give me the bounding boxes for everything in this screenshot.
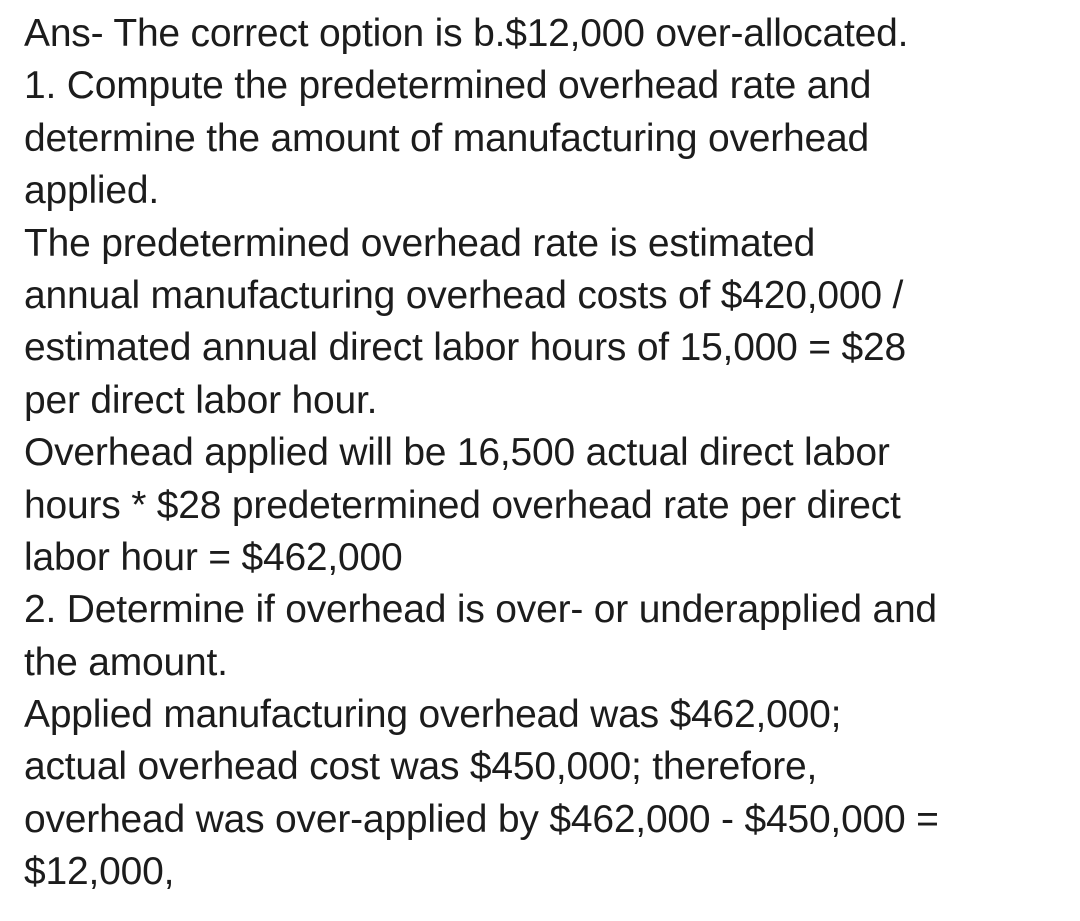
step-1-heading-line-1: 1. Compute the predetermined overhead rate and [24,64,872,108]
step-1-heading-line-2: determine the amount of manufacturing overhead [24,116,869,160]
answer-document [24,8,1064,899]
applied-explanation-line-1: Overhead applied will be 16,500 actual direct labor [24,431,890,475]
step-2-heading-line-2: the amount. [24,640,228,684]
rate-explanation-line-1: The predetermined overhead rate is estimated [24,221,816,265]
rate-explanation-line-4: per direct labor hour. [24,378,378,422]
step-1-heading-line-3: applied. [24,169,160,213]
rate-explanation-line-2: annual manufacturing overhead costs of $420,000 / [24,273,904,317]
answer-line: Ans- The correct option is b.$12,000 over-allocated. [24,12,909,55]
applied-explanation-line-2: hours * $28 predetermined overhead rate per direct [24,483,901,527]
applied-explanation-line-3: labor hour = $462,000 [24,535,403,579]
comparison-line-4: $12,000, [24,850,175,894]
comparison-line-3: overhead was over-applied by $462,000 - $450,000 = [24,797,939,841]
rate-explanation-line-3: estimated annual direct labor hours of 15,000 = $28 [24,326,906,370]
comparison-line-1: Applied manufacturing overhead was $462,000; [24,693,842,737]
comparison-line-2: actual overhead cost was $450,000; therefore, [24,745,818,789]
step-2-heading-line-1: 2. Determine if overhead is over- or underapplied and [24,588,937,632]
